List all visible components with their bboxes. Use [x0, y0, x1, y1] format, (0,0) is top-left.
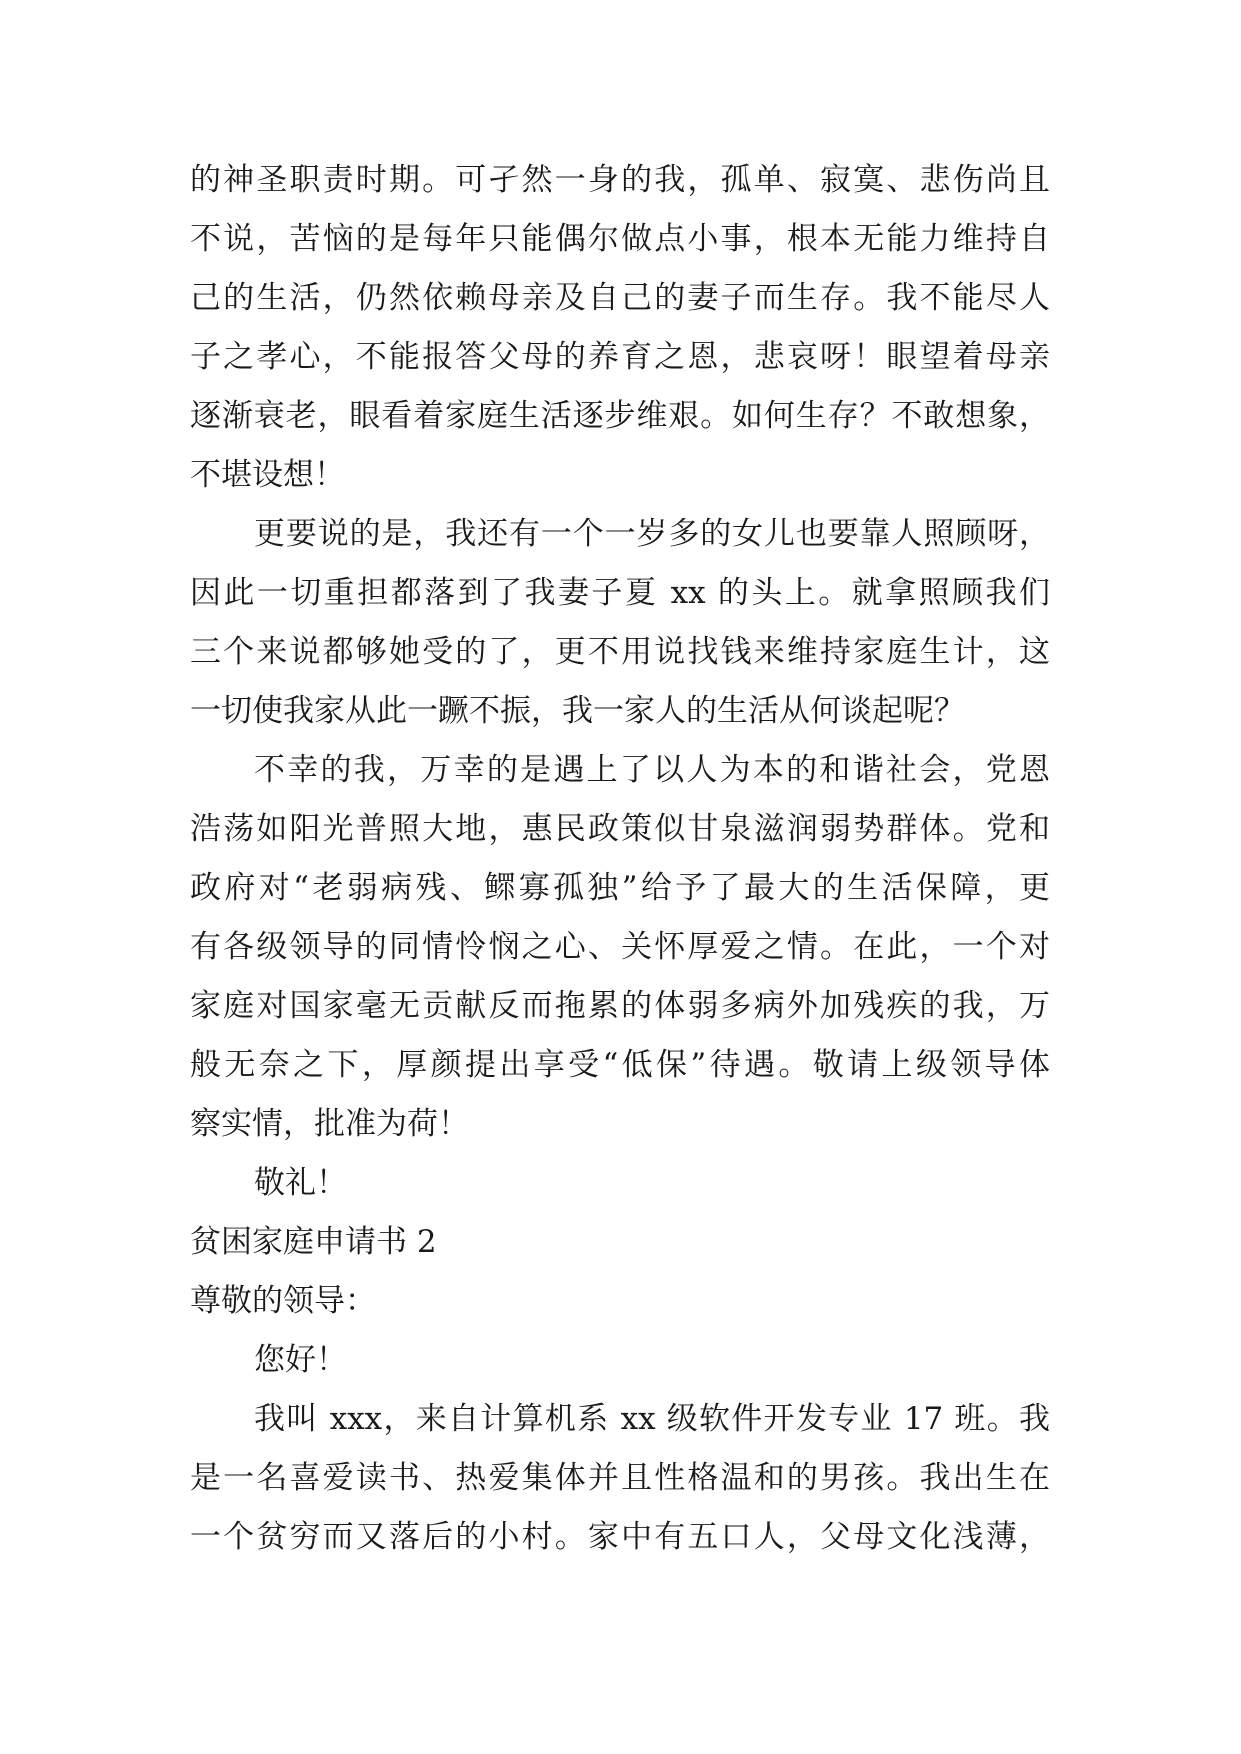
text-line: 因此一切重担都落到了我妻子夏 xx 的头上。就拿照顾我们: [190, 575, 1050, 611]
text-line: 的神圣职责时期。可孑然一身的我，孤单、寂寞、悲伤尚且: [190, 162, 1050, 198]
document-body: [190, 151, 1050, 1567]
text-line: 家庭对国家毫无贡献反而拖累的体弱多病外加残疾的我，万: [190, 988, 1050, 1024]
document-page: [190, 151, 1050, 1567]
text-line: 浩荡如阳光普照大地，惠民政策似甘泉滋润弱势群体。党和: [190, 811, 1050, 847]
text-line: 察实情，批准为荷！: [190, 1106, 469, 1142]
text-line: 是一名喜爱读书、热爱集体并且性格温和的男孩。我出生在: [190, 1460, 1050, 1496]
text-line: 有各级领导的同情怜悯之心、关怀厚爱之情。在此，一个对: [190, 929, 1050, 965]
text-line: 不幸的我，万幸的是遇上了以人为本的和谐社会，党恩: [254, 752, 1050, 788]
text-line: 不说，苦恼的是每年只能偶尔做点小事，根本无能力维持自: [190, 221, 1050, 257]
text-line: 三个来说都够她受的了，更不用说找钱来维持家庭生计，这: [190, 634, 1050, 670]
text-line: 更要说的是，我还有一个一岁多的女儿也要靠人照顾呀，: [254, 516, 1050, 552]
text-line: 子之孝心，不能报答父母的养育之恩，悲哀呀！眼望着母亲: [190, 339, 1050, 375]
text-line: 您好！: [254, 1342, 347, 1378]
text-line: 一个贫穷而又落后的小村。家中有五口人，父母文化浅薄，: [190, 1519, 1050, 1555]
text-line: 一切使我家从此一蹶不振，我一家人的生活从何谈起呢？: [190, 693, 965, 729]
text-line: 般无奈之下，厚颜提出享受“低保”待遇。敬请上级领导体: [190, 1047, 1050, 1083]
text-line: 己的生活，仍然依赖母亲及自己的妻子而生存。我不能尽人: [190, 280, 1050, 316]
text-line: 贫困家庭申请书 2: [190, 1224, 437, 1260]
text-line: 敬礼！: [254, 1165, 347, 1201]
text-line: 政府对“老弱病残、鳏寡孤独”给予了最大的生活保障，更: [190, 870, 1050, 906]
text-line: 我叫 xxx，来自计算机系 xx 级软件开发专业 17 班。我: [254, 1401, 1050, 1437]
text-line: 不堪设想！: [190, 457, 345, 493]
text-line: 逐渐衰老，眼看着家庭生活逐步维艰。如何生存？不敢想象，: [190, 398, 1050, 434]
text-line: 尊敬的领导：: [190, 1283, 376, 1319]
